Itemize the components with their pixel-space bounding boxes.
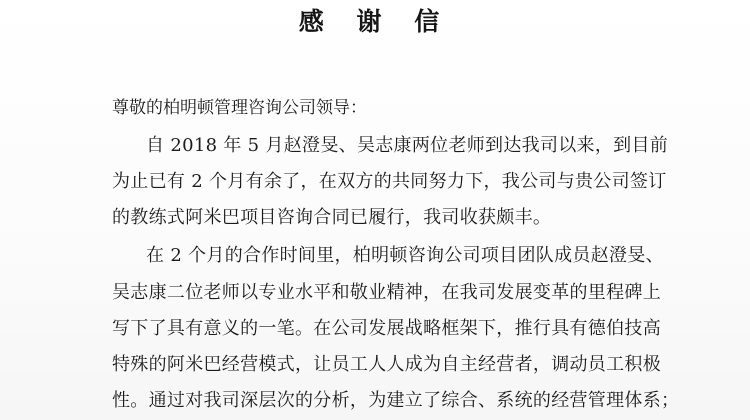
paragraph-2-line-5: 性。通过对我司深层次的分析，为建立了综合、系统的经营管理体系；	[112, 390, 680, 411]
letter-title: 感 谢 信	[298, 7, 452, 36]
paragraph-2-line-3: 写下了具有意义的一笔。在公司发展战略框架下，推行具有德伯技高	[112, 318, 661, 339]
paragraph-2-line-4: 特殊的阿米巴经营模式，让员工人人成为自主经营者，调动员工积极	[112, 354, 661, 375]
paragraph-1-line-1: 自 2018 年 5 月赵澄旻、吴志康两位老师到达我司以来，到目前	[146, 135, 669, 156]
paragraph-2-line-1: 在 2 个月的合作时间里，柏明顿咨询公司项目团队成员赵澄旻、	[146, 245, 664, 266]
paragraph-1-line-2: 为止已有 2 个月有余了，在双方的共同努力下，我公司与贵公司签订	[112, 171, 667, 192]
paragraph-1-line-3: 的教练式阿米巴项目咨询合同已履行，我司收获颇丰。	[112, 207, 552, 228]
letter-salutation: 尊敬的柏明顿管理咨询公司领导：	[112, 98, 367, 118]
paragraph-2-line-2: 吴志康二位老师以专业水平和敬业精神，在我司发展变革的里程碑上	[112, 282, 661, 303]
